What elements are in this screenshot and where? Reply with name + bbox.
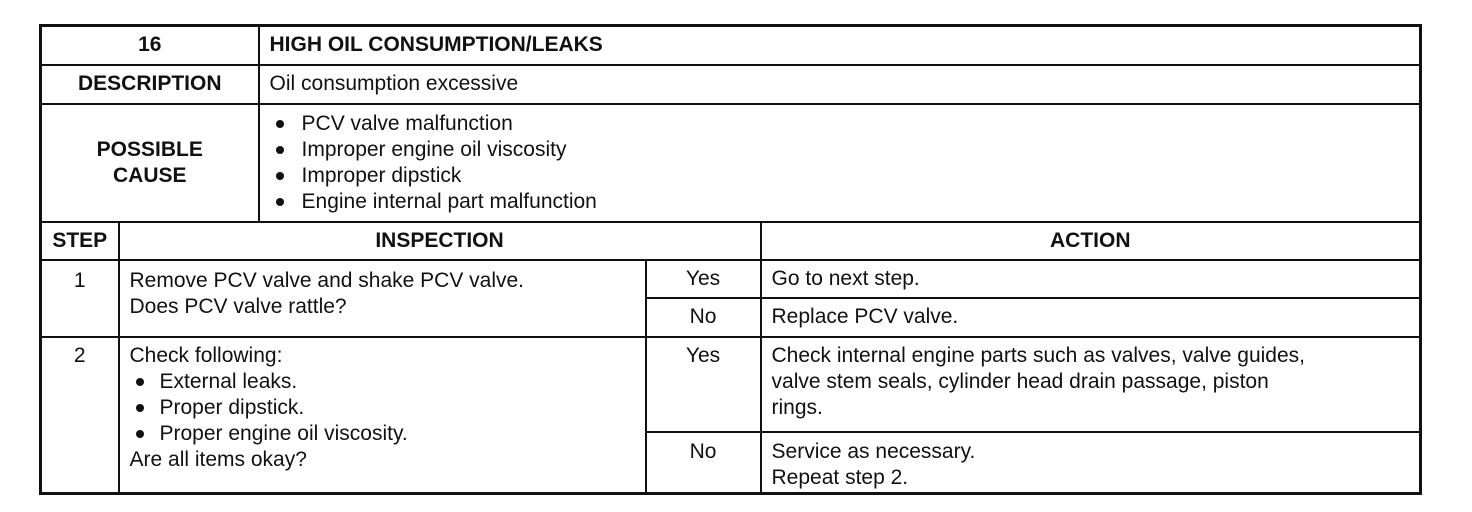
- list-item: PCV valve malfunction: [270, 111, 1410, 137]
- table-row: [41, 337, 1421, 432]
- symptom-number: 16: [41, 26, 259, 65]
- possible-cause-label-line2: CAUSE: [113, 163, 187, 187]
- yes-label: Yes: [646, 337, 761, 432]
- yes-action: Go to next step.: [761, 260, 1421, 298]
- action-line: Check internal engine parts such as valves, valve guides,: [771, 343, 1305, 367]
- description-label: DESCRIPTION: [41, 65, 259, 104]
- possible-cause-label: [41, 104, 259, 222]
- action-line: valve stem seals, cylinder head drain passage, piston: [771, 369, 1269, 393]
- inspection-column-header: INSPECTION: [119, 222, 761, 260]
- no-action: [761, 432, 1421, 494]
- action-column-header: ACTION: [761, 222, 1421, 260]
- step-inspection: [119, 260, 646, 337]
- inspection-intro: Check following:: [129, 343, 283, 367]
- possible-cause-list: [270, 111, 1410, 215]
- troubleshooting-document: [39, 24, 1419, 495]
- possible-cause-row: [41, 104, 1421, 222]
- inspection-check-list: [130, 369, 635, 447]
- no-label: No: [646, 432, 761, 494]
- list-item: Improper dipstick: [270, 163, 1410, 189]
- symptom-title: HIGH OIL CONSUMPTION/LEAKS: [259, 26, 1421, 65]
- step-inspection: [119, 337, 646, 494]
- possible-cause-list-cell: [259, 104, 1421, 222]
- inspection-question: Are all items okay?: [129, 447, 307, 471]
- troubleshooting-table: [39, 24, 1422, 495]
- inspection-line: Remove PCV valve and shake PCV valve.: [129, 268, 525, 292]
- step-number: 2: [41, 337, 119, 494]
- step-column-header: STEP: [41, 222, 119, 260]
- list-item: Proper engine oil viscosity.: [130, 421, 635, 447]
- column-header-row: [41, 222, 1421, 260]
- list-item: Proper dipstick.: [130, 395, 635, 421]
- action-line: Service as necessary.: [771, 439, 976, 463]
- action-line: rings.: [771, 395, 823, 419]
- header-row: [41, 26, 1421, 65]
- no-action: Replace PCV valve.: [761, 298, 1421, 337]
- yes-action: [761, 337, 1421, 432]
- inspection-line: Does PCV valve rattle?: [129, 294, 347, 318]
- no-label: No: [646, 298, 761, 337]
- table-row: [41, 260, 1421, 298]
- possible-cause-label-line1: POSSIBLE: [96, 137, 203, 161]
- list-item: External leaks.: [130, 369, 635, 395]
- step-number: 1: [41, 260, 119, 337]
- description-text: Oil consumption excessive: [259, 65, 1421, 104]
- list-item: Improper engine oil viscosity: [270, 137, 1410, 163]
- description-row: [41, 65, 1421, 104]
- list-item: Engine internal part malfunction: [270, 189, 1410, 215]
- yes-label: Yes: [646, 260, 761, 298]
- action-line: Repeat step 2.: [771, 465, 909, 489]
